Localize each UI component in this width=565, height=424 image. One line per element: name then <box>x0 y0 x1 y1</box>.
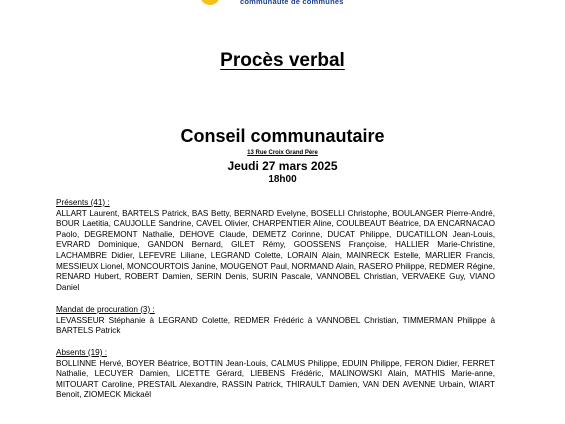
meeting-date: Jeudi 27 mars 2025 <box>227 159 338 173</box>
mandats-heading: Mandat de procuration (3) : <box>56 305 155 314</box>
mandats-list: LEVASSEUR Stéphanie à LEGRAND Colette, REDMER Frédéric à VANNOBEL Christian, TIMMERMAN Philippe à BARTELS Patrick <box>56 315 495 336</box>
absents-section <box>56 348 495 401</box>
document-title: Procès verbal <box>220 50 345 71</box>
meeting-time: 18h00 <box>268 174 297 185</box>
logo-icon <box>200 0 220 5</box>
organization-name: communauté de communes <box>240 0 344 6</box>
presents-heading: Présents (41) : <box>56 198 110 207</box>
presents-section <box>56 198 495 293</box>
mandats-section <box>56 305 495 337</box>
absents-heading: Absents (19) : <box>56 348 107 357</box>
absents-list: BOLLINNE Hervé, BOYER Béatrice, BOTTIN Jean-Louis, CALMUS Philippe, EDUIN Philippe, FERON Didier, FERRET Nathalie, LECUYER Damien, LICETTE Gérard, LIEBENS Frédéric, MALINOWSKI Alain, MATHIS Marie-anne, MITOUART Caroline, PRESTAIL Alexandre, RASSIN Patrick, THIRAULT Damien, VAN DEN AVENNE Urbain, WIART Benoit, ZIOMECK Mickaël <box>56 358 495 400</box>
meeting-address: 13 Rue Croix Grand Père <box>247 150 318 156</box>
council-title: Conseil communautaire <box>180 126 385 146</box>
presents-list: ALLART Laurent, BARTELS Patrick, BAS Betty, BERNARD Evelyne, BOSELLI Christophe, BOULANGER Pierre-André, BOUR Laetitia, CAUJOLLE Sandrine, CAVEL Olivier, CHARPENTIER Aline, COULBEAUT Béatrice, DA ENCARNACAO Paolo, DEGREMONT Nathalie, DEHOVE Claude, DEMETZ Corinne, DUCAT Philippe, DUCATILLON Jean-Louis, EVRARD Dominique, GANDON Bernard, GILET Rémy, GOOSSENS Françoise, HALLIER Marie-Christine, LACHAMBRE Didier, LEFEVRE Liliane, LEGRAND Colette, LORAIN Alain, MAINRECK Estelle, MARLIER Francis, MESSIEUX Lionel, MONCOURTOIS Janine, MOUGENOT Paul, NORMAND Alain, RASERO Philippe, REDMER Régine, RENARD Hubert, ROBERT Damien, SERIN Denis, SURIN Pascale, VANNOBEL Christian, VERVAEKE Guy, VIANO Daniel <box>56 208 495 292</box>
header-logo <box>0 0 565 8</box>
